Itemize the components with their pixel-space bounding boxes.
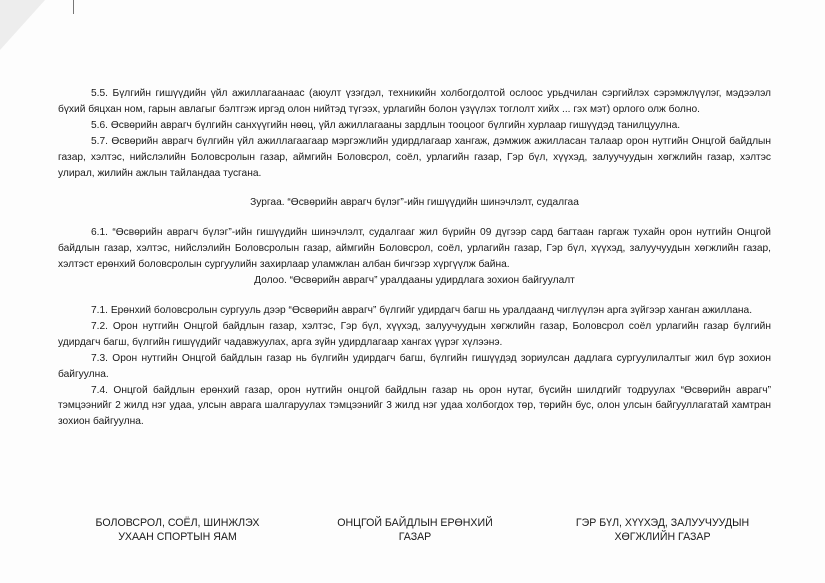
paragraph-5-6: 5.6. Өсвөрийн аврагч бүлгийн санхүүгийн нөөц, үйл ажиллагааны зардлын тооцоог бүлгийн хурлаар гишүүдэд танилцуулна. <box>91 119 681 131</box>
paragraph-7-1: 7.1. Ерөнхий боловсролын сургууль дээр “Өсвөрийн аврагч” бүлгийг удирдагч багш нь уралдаанд чиглүүлэн арга зүйгээр ханган ажиллана. <box>91 304 753 316</box>
paragraph-5-7: 5.7. Өсвөрийн аврагч бүлгийн үйл ажиллагаагаар мэргэжлийн удирдлагаар хангаж, дэмжиж ажилласан талаар орон нутгийн Онцгой байдлын газар, хэлтэс, нийслэлийн Боловсролын газар, аймгийн Боловсрол, соёл, урлагийн газар, Гэр бүл, хүүхэд, залуучуудын хөгжлийн газар, хэлтэс улирал, жилийн ажлын тайландаа тусгана. <box>58 135 771 179</box>
signature-line: БОЛОВСРОЛ, СОЁЛ, ШИНЖЛЭХ <box>95 517 260 529</box>
paragraph-7-2: 7.2. Орон нутгийн Онцгой байдлын газар, хэлтэс, Гэр бүл, хүүхэд, залуучуудын хөгжлийн газар, Боловсрол соёл урлагийн газар бүлгийн удирдагч багш, бүлгийн гишүүдийг чадавжуулах, арга зүйн удирдлагаар хангах үүрэг хүлээнэ. <box>58 320 771 348</box>
signature-line: ГАЗАР <box>398 531 432 543</box>
section-heading-6: Зургаа. “Өсвөрийн аврагч бүлэг”-ийн гишүүдийн шинэчлэлт, судалгаа <box>250 197 579 209</box>
scan-edge-mark <box>73 0 74 14</box>
signature-emergency-agency <box>315 516 515 544</box>
paragraph-7-3: 7.3. Орон нутгийн Онцгой байдлын газар нь бүлгийн удирдагч багш, бүлгийн гишүүдэд зориулсан дадлага сургуулилалтыг жил бүр зохион байгуулна. <box>58 352 771 380</box>
document-body <box>58 86 771 430</box>
signature-ministry <box>75 516 280 544</box>
section-heading-7: Долоо. “Өсвөрийн аврагч” уралдааны удирдлага зохион байгуулалт <box>254 275 575 287</box>
paragraph-5-5: 5.5. Бүлгийн гишүүдийн үйл ажиллагаанаас (аюулт үзэгдэл, техникийн холбогдолтой ослоос урьдчилан сэргийлэх сэрэмжлүүлэг, мэдээлэл бүхий бяцхан ном, гарын авлагыг бэлтгэж иргэд олон нийтэд түгээх, урлагийн болон үзүүлэх тоглолт хийх ... гэх мэт) орлого олж болно. <box>58 88 771 115</box>
page-fold-corner <box>0 0 45 50</box>
signature-line: ОНЦГОЙ БАЙДЛЫН ЕРӨНХИЙ <box>337 517 493 529</box>
paragraph-7-4: 7.4. Онцгой байдлын ерөнхий газар, орон нутгийн онцгой байдлын газар нь орон нутаг, бүсийн шилдгийг тодруулах “Өсвөрийн аврагч” тэмцээнийг 2 жилд нэг удаа, улсын аврага шалгаруулах тэмцээнийг 3 жилд нэг удаа холбогдох төр, төрийн бус, олон улсын байгууллагатай хамтран зохион байгуулна. <box>58 384 771 428</box>
paragraph-6-1: 6.1. “Өсвөрийн аврагч бүлэг”-ийн гишүүдийн шинэчлэлт, судалгааг жил бүрийн 09 дүгээр сард багтаан гаргаж тухайн орон нутгийн Онцгой байдлын газар, хэлтэс, нийслэлийн Боловсролын газар, аймгийн Боловсрол, соёл, урлагийн газар, Гэр бүл, хүүхэд, залуучуудын хөгжлийн газар, хэлтэст ерөнхий боловсролын сургуулийн захирлаар уламжлан албан бичгээр хүргүүлж байна. <box>58 227 771 271</box>
signature-line: ГЭР БҮЛ, ХҮҮХЭД, ЗАЛУУЧУУДЫН <box>575 517 750 529</box>
signature-family-agency <box>555 516 770 544</box>
signature-line: УХААН СПОРТЫН ЯАМ <box>118 531 237 543</box>
signature-line: ХӨГЖЛИЙН ГАЗАР <box>614 531 711 543</box>
